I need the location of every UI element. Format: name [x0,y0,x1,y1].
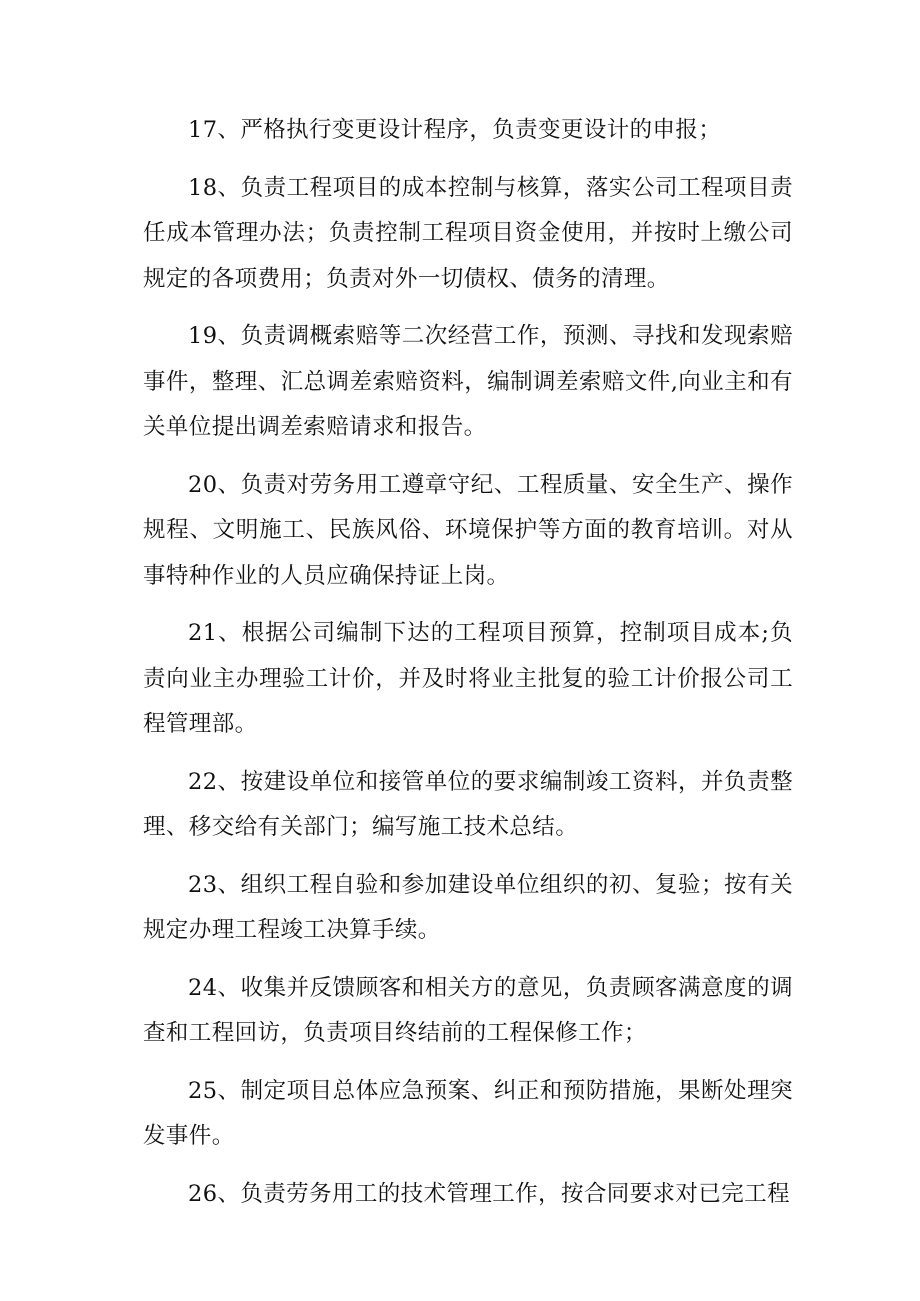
paragraph-18: 18、负责工程项目的成本控制与核算，落实公司工程项目责任成本管理办法；负责控制工程项目资金使用，并按时上缴公司规定的各项费用；负责对外一切债权、债务的清理。 [143,174,793,292]
document-body [143,108,793,1229]
paragraph-19: 19、负责调概索赔等二次经营工作，预测、寻找和发现索赔事件，整理、汇总调差索赔资料，编制调差索赔文件,向业主和有关单位提出调差索赔请求和报告。 [143,323,793,440]
paragraph-21: 21、根据公司编制下达的工程项目预算，控制项目成本;负责向业主办理验工计价，并及时将业主批复的验工计价报公司工程管理部。 [143,620,793,737]
paragraph-26: 26、负责劳务用工的技术管理工作，按合同要求对已完工程 [188,1180,790,1207]
paragraph-17: 17、严格执行变更设计程序，负责变更设计的申报； [188,117,722,143]
paragraph-22: 22、按建设单位和接管单位的要求编制竣工资料，并负责整理、移交给有关部门；编写施工技术总结。 [143,768,793,840]
paragraph-24: 24、收集并反馈顾客和相关方的意见，负责顾客满意度的调查和工程回访，负责项目终结前的工程保修工作； [143,974,793,1046]
paragraph-20: 20、负责对劳务用工遵章守纪、工程质量、安全生产、操作规程、文明施工、民族风俗、环境保护等方面的教育培训。对从事特种作业的人员应确保持证上岗。 [143,471,793,589]
paragraph-25: 25、制定项目总体应急预案、纠正和预防措施，果断处理突发事件。 [143,1077,793,1149]
paragraph-23: 23、组织工程自验和参加建设单位组织的初、复验；按有关规定办理工程竣工决算手续。 [143,871,793,943]
